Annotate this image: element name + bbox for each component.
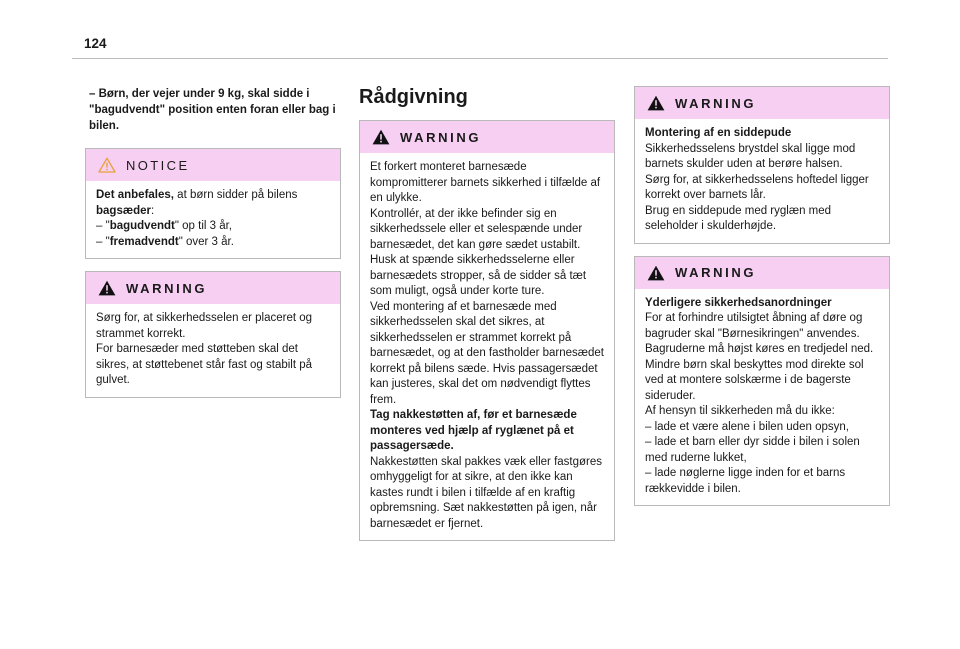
warning-paragraph: Af hensyn til sikkerheden må du ikke:: [645, 405, 835, 417]
warning-subheading: Yderligere sikkerhedsanordninger: [645, 296, 832, 309]
warning-box-advice: [359, 120, 615, 541]
warning-paragraph: Nakkestøtten skal pakkes væk eller fastgøres omhyggeligt for at sikre, at den ikke kan kastes rundt i bilen i tilfælde af en kraftig opbremsning. Sæt nakkestøtten på igen, når barnesædet er fjernet.: [370, 455, 602, 530]
warning-list-item: – lade et barn eller dyr sidde i bilen i solen med ruderne lukket,: [645, 436, 860, 464]
notice-box: [85, 148, 341, 259]
warning-header: [635, 257, 889, 289]
header-divider: [72, 58, 888, 59]
section-heading: Rådgivning: [359, 86, 468, 108]
notice-body: [86, 181, 340, 258]
warning-paragraph: Bagruderne må højst køres en tredjedel ned.: [645, 343, 874, 355]
warning-header: [86, 272, 340, 304]
warning-paragraph: Ved montering af et barnesæde med sikkerhedsselen skal det sikres, at sikkerhedsselen er strammet korrekt på barnesædet, og at den fastholder barnesædet korrekt på bilens sæde. Hvis passagersædet kan justeres, skal det om nødvendigt flyttes frem.: [370, 300, 604, 406]
warning-body: [360, 153, 614, 540]
intro-text: – Børn, der vejer under 9 kg, skal sidde i "bagudvendt" position enten foran eller bag i bilen.: [89, 88, 336, 132]
notice-item-1: – "bagudvendt" op til 3 år,: [96, 220, 232, 232]
notice-header: [86, 149, 340, 181]
warning-title: WARNING: [675, 95, 757, 111]
notice-line2: bagsæder:: [96, 204, 155, 217]
notice-title: NOTICE: [126, 157, 190, 173]
warning-paragraph: For barnesæder med støtteben skal det sikres, at støttebenet står fast og stabilt på gulvet.: [96, 343, 313, 386]
warning-body: [635, 289, 889, 506]
warning-triangle-icon: [647, 95, 665, 111]
warning-paragraph: Brug en siddepude med ryglæn med seleholder i skulderhøjde.: [645, 204, 832, 232]
warning-title: WARNING: [400, 129, 482, 145]
warning-paragraph: Sikkerhedsselens brystdel skal ligge mod barnets skulder uden at berøre halsen.: [645, 142, 856, 170]
warning-paragraph: Husk at spænde sikkerhedsselerne eller barnesædets stropper, så de sidder så tæt som muligt, også under korte ture.: [370, 254, 587, 297]
warning-paragraph-bold: Tag nakkestøtten af, før et barnesæde monteres ved hjælp af ryglænet på et passagersæde.: [370, 409, 577, 452]
warning-paragraph: For at forhindre utilsigtet åbning af døre og bagruder skal "Børnesikringen" anvendes.: [645, 312, 863, 340]
column-1: [85, 86, 341, 410]
warning-triangle-icon: [372, 129, 390, 145]
warning-list-item: – lade et være alene i bilen uden opsyn,: [645, 420, 849, 433]
warning-subheading: Montering af en siddepude: [645, 127, 792, 139]
warning-triangle-icon: [647, 265, 665, 281]
warning-paragraph: Kontrollér, at der ikke befinder sig en sikkerhedssele eller et selespænde under barnesædet, det kan gøre sædet ustabilt.: [370, 207, 583, 251]
column-2: [359, 86, 615, 553]
warning-triangle-icon: [98, 280, 116, 296]
warning-box-safety-devices: [634, 256, 890, 507]
warning-body: [86, 304, 340, 397]
warning-title: WARNING: [126, 280, 208, 296]
warning-header: [360, 121, 614, 153]
warning-paragraph: Mindre børn skal beskyttes mod direkte sol ved at montere solskærme i de bagerste sideruder.: [645, 358, 864, 402]
warning-box-seatbelt: [85, 271, 341, 398]
warning-title: WARNING: [675, 265, 757, 280]
notice-lead: Det anbefales, at børn sidder på bilens: [96, 189, 298, 201]
notice-triangle-icon: [98, 157, 116, 173]
warning-header: [635, 87, 889, 119]
warning-paragraph: Et forkert monteret barnesæde kompromitterer barnets sikkerhed i tilfælde af en ulykke.: [370, 161, 601, 204]
warning-paragraph: Sørg for, at sikkerhedsselen er placeret og strammet korrekt.: [96, 312, 313, 340]
page-number: 124: [84, 36, 107, 51]
warning-body: [635, 119, 889, 243]
warning-box-booster: [634, 86, 890, 244]
notice-item-2: – "fremadvendt" over 3 år.: [96, 235, 234, 248]
column-3: [634, 86, 890, 518]
warning-list-item: – lade nøglerne ligge inden for et barns rækkevidde i bilen.: [645, 467, 846, 495]
warning-paragraph: Sørg for, at sikkerhedsselens hoftedel ligger korrekt over barnets lår.: [645, 173, 869, 201]
